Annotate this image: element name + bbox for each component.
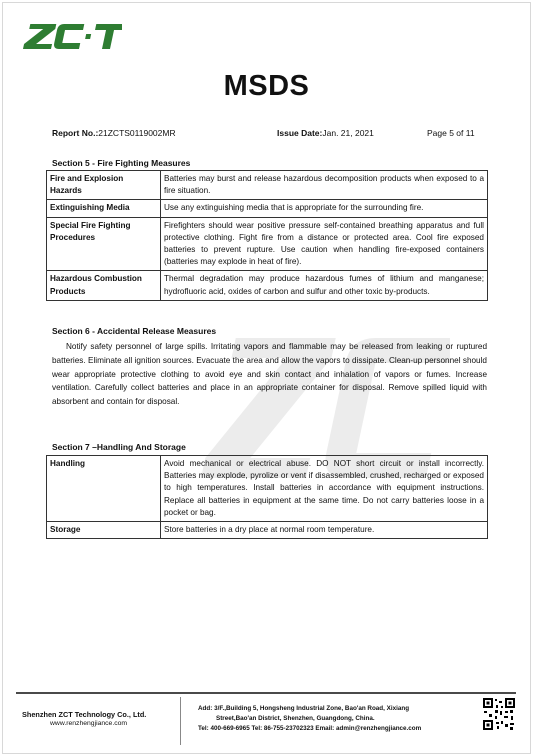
table-row [47, 200, 488, 217]
row-key: Storage [47, 522, 161, 539]
fire-fighting-table [46, 170, 488, 301]
accidental-release-text: Notify safety personnel of large spills. Irritating vapors and flammable may be released from leaking or ruptured batteries. Eliminate all ignition sources. Evacuate the area and allow the vapors to dissipate. Clean-up personnel should wear appropriate protective clothing to avoid eye and skin contact and inhalation of vapors or fumes. Increase ventilation. Carefully collect batteries and place in an appropriate container for disposal. Remove spilled liquid with absorbent and contain for disposal. [52, 342, 487, 407]
row-value: Use any extinguishing media that is appropriate for the surrounding fire. [161, 200, 488, 217]
table-row [47, 522, 488, 539]
section-5-title: Section 5 - Fire Fighting Measures [52, 158, 191, 168]
footer-rule [16, 692, 516, 694]
row-value: Batteries may burst and release hazardous decomposition products when exposed to a fire situation. [161, 171, 488, 200]
footer-separator [180, 697, 181, 745]
report-number: Report No.:21ZCTS0119002MR [52, 128, 176, 138]
handling-storage-table [46, 455, 488, 539]
footer-company-name: Shenzhen ZCT Technology Co., Ltd. [22, 710, 147, 719]
footer-contact-line: Tel: 400-669-6965 Tel: 86-755-23702323 Email: admin@renzhengjiance.com [198, 725, 422, 732]
table-row [47, 217, 488, 271]
row-value: Store batteries in a dry place at normal room temperature. [161, 522, 488, 539]
page-title: MSDS [223, 70, 310, 102]
section-6-title: Section 6 - Accidental Release Measures [52, 326, 217, 336]
row-value: Thermal degradation may produce hazardous fumes of lithium and manganese; hydrofluoric acid, oxides of carbon and sulfur and other toxic by-products. [161, 271, 488, 300]
row-value: Avoid mechanical or electrical abuse. DO NOT short circuit or install incorrectly. Batteries may explode, pyrolize or vent if disassembled, crushed, recharged or exposed to high temperatures. Install batteries in accordance with equipment instructions. Replace all batteries in equipment at the same time. Do not carry batteries loose in a pocket or bag. [161, 456, 488, 522]
row-key: Fire and Explosion Hazards [47, 171, 161, 200]
page-number: Page 5 of 11 [427, 128, 475, 138]
section-7-title: Section 7 –Handling And Storage [52, 442, 186, 452]
footer-contact-block [198, 704, 421, 734]
row-key: Handling [47, 456, 161, 522]
row-value: Firefighters should wear positive pressure self-contained breathing apparatus and full protective clothing. Fight fire from a distance or protected area. Cool fire exposed batteries to prevent rupture. Use caution when handling fire-exposed containers (batteries may explode in heat of fire). [161, 217, 488, 271]
footer-company-block [22, 710, 172, 727]
row-key: Special Fire Fighting Procedures [47, 217, 161, 271]
row-key: Extinguishing Media [47, 200, 161, 217]
table-row [47, 171, 488, 200]
footer-address-line-1: Add: 3/F.,Building 5, Hongsheng Industrial Zone, Bao'an Road, Xixiang [198, 705, 410, 712]
table-row [47, 271, 488, 300]
issue-date: Issue Date:Jan. 21, 2021 [277, 128, 374, 138]
row-key: Hazardous Combustion Products [47, 271, 161, 300]
zct-logo [22, 16, 122, 54]
footer-website: www.renzhengjiance.com [50, 720, 128, 727]
qr-code-icon [482, 697, 516, 731]
table-row [47, 456, 488, 522]
footer-address-line-2: Street,Bao'an District, Shenzhen, Guangdong, China. [216, 715, 375, 722]
